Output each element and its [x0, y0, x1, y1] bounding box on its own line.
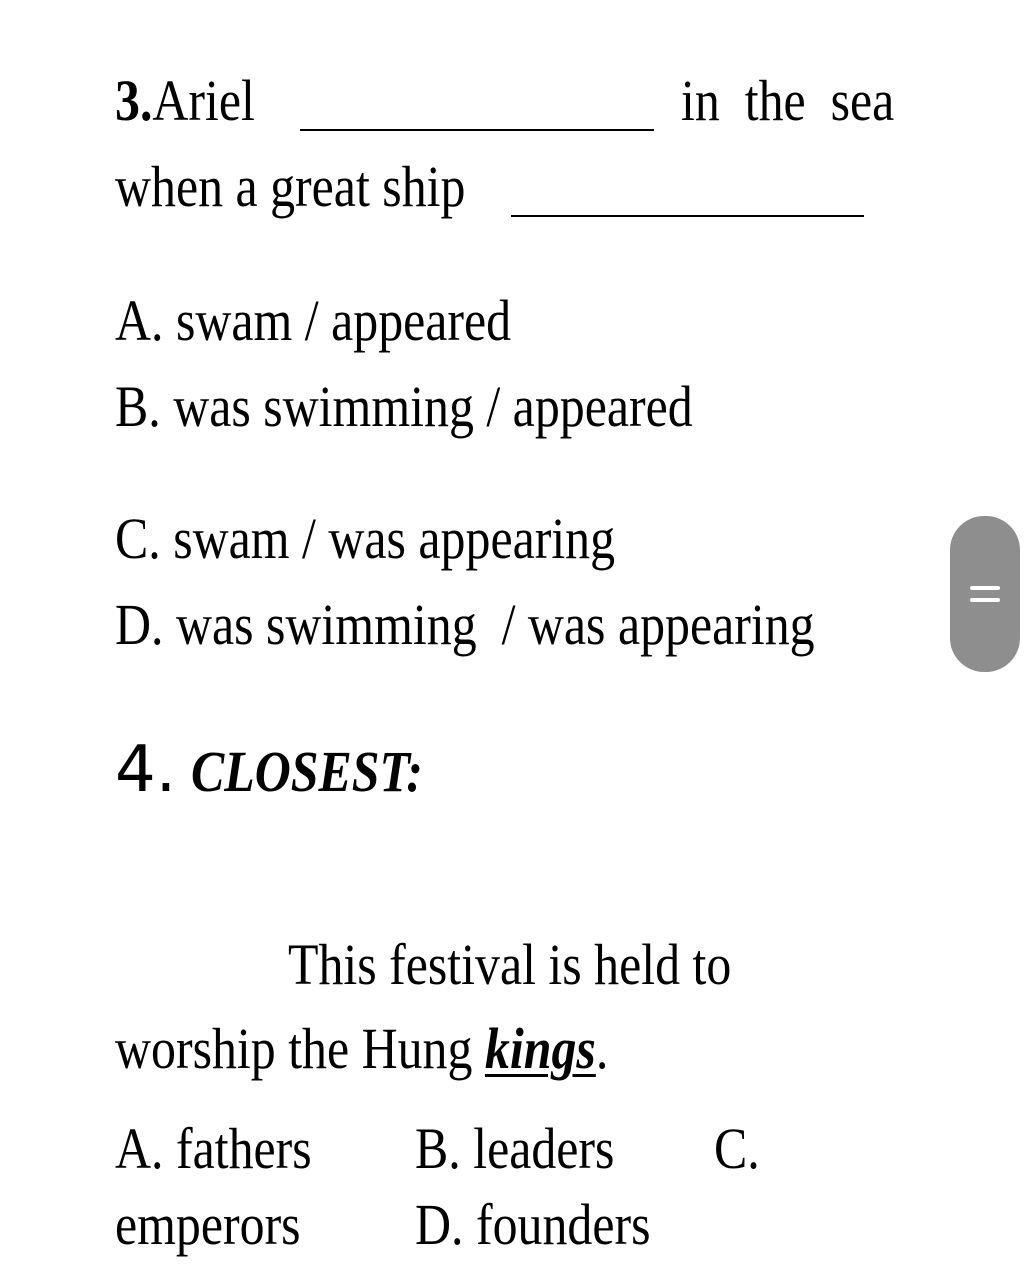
q4-option-c: C.	[714, 1116, 760, 1181]
q3-text-line2: when a great ship	[115, 154, 466, 219]
q4-option-d: D. founders	[415, 1192, 651, 1257]
q3-line-1-end	[681, 68, 895, 133]
q4-number: 4.	[115, 733, 177, 807]
q3-blank-1	[300, 128, 654, 131]
q4-option-a: A. fathers	[115, 1116, 312, 1181]
q3-blank-2	[511, 214, 864, 217]
q3-number: 3.	[115, 68, 153, 133]
q4-title	[115, 733, 460, 807]
q3-option-d: D. was swimming / was appearing	[115, 592, 815, 657]
q4-sentence-line-1: This festival is held to	[288, 932, 732, 997]
q4-keyword: kings	[484, 1016, 596, 1081]
q4-option-b: B. leaders	[415, 1116, 615, 1181]
scroll-handle[interactable]	[950, 516, 1020, 672]
q3-option-b: B. was swimming / appeared	[115, 374, 693, 439]
q4-heading: CLOSEST:	[190, 739, 423, 804]
q4-option-c-continued: emperors	[115, 1192, 301, 1257]
q3-text-end: in the sea	[681, 68, 895, 133]
q3-line-2	[115, 154, 466, 219]
q3-line-1	[115, 68, 255, 133]
q4-sentence-start: worship the Hung	[115, 1016, 473, 1081]
q3-option-c: C. swam / was appearing	[115, 506, 616, 571]
q3-text-start: Ariel	[152, 68, 255, 133]
q3-option-a: A. swam / appeared	[115, 288, 512, 353]
q4-sentence-end: .	[595, 1016, 609, 1081]
q4-sentence-line-2	[115, 1016, 609, 1081]
grip-lines-icon	[970, 584, 1000, 604]
